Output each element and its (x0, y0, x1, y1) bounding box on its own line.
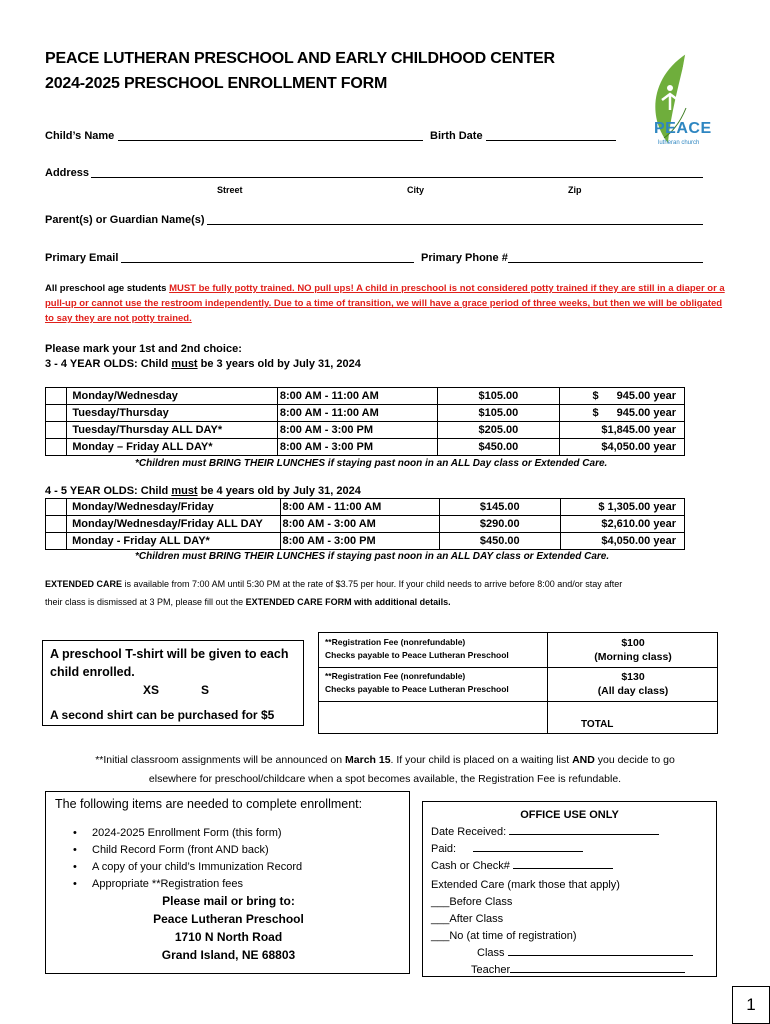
child-name-field[interactable] (118, 131, 423, 141)
year-cell (559, 439, 684, 456)
extended-care-text2: their class is dismissed at 3 PM, please fill out the (45, 597, 246, 607)
assign-line2: elsewhere for preschool/childcare when a spot becomes available, the Registration Fee is refundable. (148, 773, 622, 785)
before-class-option[interactable]: ___Before Class (431, 896, 513, 908)
fee-amount-note: (All day class) (597, 685, 669, 697)
date-received-label: Date Received: (431, 826, 507, 838)
year-amount: $4,050.00 year (601, 441, 676, 453)
parent-names-label: Parent(s) or Guardian Name(s) (45, 214, 205, 226)
fee-description (325, 636, 509, 662)
page-number: 1 (732, 986, 770, 1024)
assign-mid: . If your child is placed on a waiting list (390, 754, 573, 766)
schedule-row[interactable] (46, 516, 685, 533)
schedule-row[interactable] (46, 388, 685, 405)
mail-city: Grand Island, NE 68803 (161, 948, 296, 962)
cash-check-label: Cash or Check# (431, 860, 510, 872)
mail-street: 1710 N North Road (174, 930, 283, 944)
no-extended-option[interactable]: ___No (at time of registration) (431, 930, 577, 942)
group1-heading (45, 358, 361, 370)
logo-subtext: lutheran church (658, 140, 700, 146)
needed-item: • Child Record Form (front AND back) (68, 842, 388, 859)
parent-names-field[interactable] (207, 215, 703, 225)
days-cell: Monday - Friday ALL DAY* (67, 533, 280, 550)
fee-payable: Checks payable to Peace Lutheran Preschool (325, 684, 509, 694)
year-cell: $ 1,305.00 year (560, 499, 684, 516)
after-class-option[interactable]: ___After Class (431, 913, 504, 925)
lunch-note-1: *Children must BRING THEIR LUNCHES if staying past noon in an ALL Day class or Extended Care. (135, 458, 608, 469)
monthly-cell: $450.00 (440, 533, 560, 550)
days-cell: Tuesday/Thursday ALL DAY* (67, 422, 278, 439)
date-received-field[interactable] (509, 825, 659, 835)
days-cell: Monday/Wednesday (67, 388, 278, 405)
total-label: TOTAL (581, 719, 614, 730)
monthly-cell: $105.00 (438, 405, 559, 422)
teacher-label: Teacher (471, 964, 511, 976)
time-cell: 8:00 AM - 3:00 AM (280, 516, 440, 533)
class-field[interactable] (508, 946, 693, 956)
monthly-cell: $290.00 (440, 516, 560, 533)
choice-mark-cell[interactable] (46, 533, 67, 550)
schedule-row[interactable] (46, 499, 685, 516)
needed-items-box (45, 791, 410, 974)
time-cell: 8:00 AM - 11:00 AM (280, 499, 440, 516)
year-amount: 945.00 year (616, 390, 676, 402)
time-cell: 8:00 AM - 3:00 PM (277, 439, 437, 456)
year-dollar-sign: $ (592, 390, 599, 402)
days-cell: Monday/Wednesday/Friday (67, 499, 280, 516)
days-cell: Tuesday/Thursday (67, 405, 278, 422)
teacher-field[interactable] (510, 963, 685, 973)
schedule-table-3-4 (45, 387, 685, 456)
birth-date-label: Birth Date (430, 130, 483, 142)
choice-mark-cell[interactable] (46, 499, 67, 516)
fee-title: **Registration Fee (nonrefundable) (325, 671, 466, 681)
needed-heading: The following items are needed to complete enrollment: (55, 797, 363, 811)
time-cell: 8:00 AM - 11:00 AM (277, 405, 437, 422)
days-cell: Monday – Friday ALL DAY* (67, 439, 278, 456)
schedule-row[interactable] (46, 533, 685, 550)
year-cell (559, 405, 684, 422)
year-amount: 945.00 year (616, 407, 676, 419)
form-title: 2024-2025 PRESCHOOL ENROLLMENT FORM (45, 75, 388, 92)
primary-phone-field[interactable] (508, 253, 703, 263)
lunch-note-2: *Children must BRING THEIR LUNCHES if staying past noon in an ALL DAY class or Extended Care. (135, 551, 610, 562)
monthly-cell: $145.00 (440, 499, 560, 516)
time-cell: 8:00 AM - 3:00 PM (280, 533, 440, 550)
paid-field[interactable] (473, 842, 583, 852)
fees-row-divider-1 (319, 667, 717, 668)
size-xs-option[interactable]: XS (143, 683, 160, 697)
fee-amount-value: $100 (621, 637, 645, 649)
form-org-title: PEACE LUTHERAN PRESCHOOL AND EARLY CHILDHOOD CENTER (45, 50, 555, 67)
address-field[interactable] (91, 168, 703, 178)
monthly-cell: $450.00 (438, 439, 559, 456)
choice-mark-cell[interactable] (46, 422, 67, 439)
extended-care-form-link: EXTENDED CARE FORM with additional details. (245, 597, 451, 607)
office-use-box (422, 801, 717, 977)
assign-post: you decide to go (594, 754, 675, 766)
paid-label: Paid: (431, 843, 457, 855)
fee-amount (548, 670, 718, 698)
potty-lead-text: All preschool age students (45, 283, 170, 294)
choice-heading: Please mark your 1st and 2nd choice: (45, 343, 242, 355)
group2-post: be 4 years old by July 31, 2024 (197, 485, 361, 497)
street-caption: Street (217, 185, 243, 195)
extended-care-office-label: Extended Care (mark those that apply) (431, 879, 620, 891)
needed-item: • Appropriate **Registration fees (68, 876, 388, 893)
needed-list (68, 825, 388, 893)
year-cell (559, 422, 684, 439)
mail-name: Peace Lutheran Preschool (153, 912, 304, 926)
tshirt-box (42, 640, 304, 726)
cash-check-field[interactable] (513, 859, 613, 869)
extended-care-text1: is available from 7:00 AM until 5:30 PM at the rate of $3.75 per hour. If your child needs to arrive before 8:00 and/or stay after (122, 579, 623, 589)
needed-item: • A copy of your child’s Immunization Record (68, 859, 388, 876)
fee-description (325, 670, 509, 696)
group2-pre: 4 - 5 YEAR OLDS: Child (45, 485, 172, 497)
fees-table (318, 632, 718, 734)
year-cell: $2,610.00 year (560, 516, 684, 533)
assign-date: March 15 (345, 754, 391, 766)
fee-amount (548, 636, 718, 664)
potty-policy (45, 281, 725, 326)
schedule-table-4-5 (45, 498, 685, 550)
choice-mark-cell[interactable] (46, 516, 67, 533)
primary-phone-label: Primary Phone # (421, 252, 508, 264)
office-fields (431, 824, 693, 979)
address-label: Address (45, 167, 90, 179)
group1-pre: 3 - 4 YEAR OLDS: Child (45, 358, 172, 370)
year-cell (559, 388, 684, 405)
schedule-row[interactable] (46, 422, 685, 439)
assignments-note (0, 751, 770, 789)
year-amount: $1,845.00 year (601, 424, 676, 436)
peace-logo (640, 48, 730, 158)
schedule-row[interactable] (46, 439, 685, 456)
size-s-option[interactable]: S (201, 683, 210, 697)
zip-caption: Zip (568, 185, 582, 195)
second-shirt-text: A second shirt can be purchased for $5 (50, 708, 275, 722)
fee-amount-value: $130 (621, 671, 645, 683)
mail-block (46, 892, 411, 964)
group1-post: be 3 years old by July 31, 2024 (197, 358, 361, 370)
needed-item: • 2024-2025 Enrollment Form (this form) (68, 825, 388, 842)
mail-heading: Please mail or bring to: (162, 894, 295, 908)
potty-warning-text: MUST be fully potty trained. NO pull ups! A child in preschool is not considered potty trained if they are still in a diaper or a pull-up or cannot use the restroom independently. Due to a time of transition, we will have a grace period of three weeks, but then we will be obligated to say they are not potty trained. (45, 283, 725, 324)
tshirt-text: A preschool T-shirt will be given to each child enrolled. (50, 647, 289, 679)
monthly-cell: $205.00 (438, 422, 559, 439)
days-cell: Monday/Wednesday/Friday ALL DAY (67, 516, 280, 533)
child-name-label: Child’s Name (45, 130, 115, 142)
fee-amount-note: (Morning class) (594, 651, 672, 663)
primary-email-field[interactable] (121, 253, 414, 263)
choice-mark-cell[interactable] (46, 405, 67, 422)
year-dollar-sign: $ (592, 407, 599, 419)
primary-email-label: Primary Email (45, 252, 119, 264)
time-cell: 8:00 AM - 3:00 PM (277, 422, 437, 439)
year-cell: $4,050.00 year (560, 533, 684, 550)
choice-mark-cell[interactable] (46, 439, 67, 456)
city-caption: City (407, 185, 425, 195)
extended-care-text (45, 575, 735, 611)
monthly-cell: $105.00 (438, 388, 559, 405)
logo-text: PEACE (654, 120, 712, 137)
schedule-row[interactable] (46, 405, 685, 422)
class-label: Class (477, 947, 505, 959)
birth-date-field[interactable] (486, 131, 616, 141)
fees-row-divider-2 (319, 701, 717, 702)
assign-and: AND (572, 754, 595, 766)
group1-must: must (171, 358, 198, 370)
extended-care-label: EXTENDED CARE (45, 579, 123, 589)
office-heading: OFFICE USE ONLY (520, 809, 619, 821)
fee-payable: Checks payable to Peace Lutheran Preschool (325, 650, 509, 660)
choice-mark-cell[interactable] (46, 388, 67, 405)
group2-heading (45, 485, 361, 497)
fee-title: **Registration Fee (nonrefundable) (325, 637, 466, 647)
time-cell: 8:00 AM - 11:00 AM (277, 388, 437, 405)
group2-must: must (171, 485, 198, 497)
assign-pre: **Initial classroom assignments will be announced on (95, 754, 346, 766)
